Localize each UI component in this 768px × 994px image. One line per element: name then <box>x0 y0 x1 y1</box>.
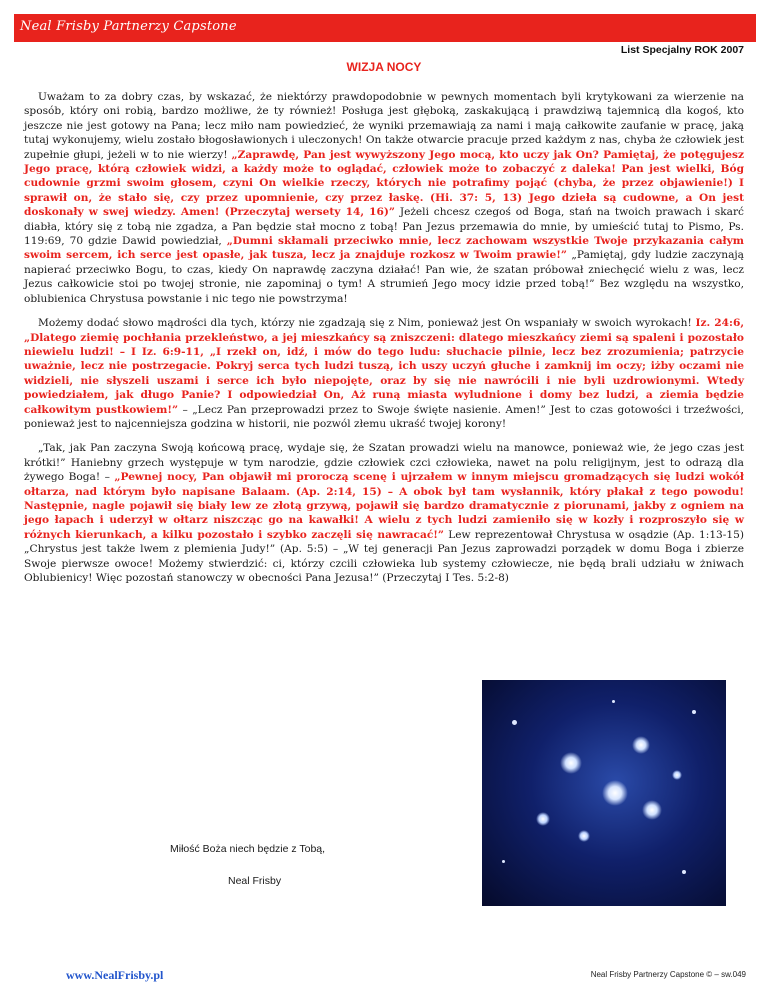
p1-scripture-job: „Zaprawdę, Pan jest wywyższony Jego mocą, kto uczy jak On? Pamiętaj, że potęgujesz Jego pracę, którą człowiek widzi, a każdy może to oglądać, człowiek może to zobaczyć z daleka! Pan jest wielki, Bóg cudownie grzmi swoim głosem, czyni On wielkie rzeczy, których nie potrafimy pojąć (chyba, że przez objawienie!) I sprawił on, że stało się, czy przez upomnienie, czy przez łaskę. (Hi. 37: 5, 13) Jego dzieła są cudowne, a On jest doskonały w swej wiedzy. Amen! (Przeczytaj wersety 14, 16)” <box>24 148 745 219</box>
p3-text-c: Lew reprezentował Chrystusa w osądzie (Ap. 1:13-15) „Chrystus jest także lwem z plemienia Judy!” (Ap. 5:5) – „W tej generacji Pan Jezus zaprowadzi porządek w domu Boga i zbierze Swoje pierwsze owoce! Możemy stwierdzić: ci, którzy czcili człowieka lub systemy człowiecze, nie będą brali udziału w żniwach Oblubienicy! Więc pozostań stanowczy w obecności Pana Jezusa!” (Przeczytaj I Tes. 5:2-8) <box>24 528 744 584</box>
star-cluster-photo <box>482 680 726 906</box>
star <box>560 752 582 774</box>
letter-label: List Specjalny ROK 2007 <box>620 44 744 56</box>
paragraph-1 <box>24 90 744 306</box>
star <box>682 870 686 874</box>
p2-text-a: Możemy dodać słowo mądrości dla tych, którzy nie zgadzają się z Nim, ponieważ jest On wspaniały w swoich wyrokach! <box>38 317 696 330</box>
closing-line: Miłość Boża niech będzie z Tobą, <box>170 843 326 855</box>
p1-text-e: „Pamiętaj, gdy ludzie zaczynają napierać przeciwko Bogu, to czas, kiedy On naprawdę zaczyna działać! Pan wie, że szatan próbował zniechęcić wielu z was, lecz Jezus całkowicie stoi po twojej stronie, nie zapominaj o tym! A strumień Jego mocy idzie przed tobą!” Bez względu na wszystko, oblubienica Chrystusa powstanie i nic tego nie powstrzyma! <box>24 249 744 305</box>
star <box>602 780 628 806</box>
star <box>512 720 517 725</box>
paragraph-2 <box>24 316 744 431</box>
p1-scripture-psalm: „Dumni skłamali przeciwko mnie, lecz zachowam wszystkie Twoje przykazania całym swoim sercem, ich serce jest opasłe, jak tusza, lecz ja znajduje rozkosz w Twoim prawie!” <box>24 235 744 262</box>
star <box>502 860 505 863</box>
paragraph-3 <box>24 441 744 585</box>
star <box>632 736 650 754</box>
letter-body <box>24 90 744 595</box>
signature-name: Neal Frisby <box>228 875 282 887</box>
star <box>536 812 550 826</box>
star <box>692 710 696 714</box>
header-banner <box>14 14 756 42</box>
star <box>612 700 615 703</box>
star <box>578 830 590 842</box>
page-title: WIZJA NOCY <box>346 60 422 74</box>
footer-url[interactable]: www.NealFrisby.pl <box>66 968 164 982</box>
banner-title: Neal Frisby Partnerzy Capstone <box>20 19 237 34</box>
p3-text-a: „Tak, jak Pan zaczyna Swoją końcową pracę, wydaje się, że Szatan prowadzi wielu na manowce, ponieważ wie, że jego czas jest krótki!” Haniebny grzech występuje w tym narodzie, gdzie człowiek czci człowieka, nawet na polu religijnym, jest to odrazą dla żywego Boga! – <box>24 442 744 484</box>
p3-vision: „Pewnej nocy, Pan objawił mi proroczą scenę i ujrzałem w innym miejscu gromadzących się ludzi wokół ołtarza, nad którym było napisane Balaam. (Ap. 2:14, 15) – A obok był tam wysłannik, który płakał z tego powodu! Następnie, nagle pojawił się biały lew ze złotą grzywą, pojawił się bardzo dramatycznie z piorunami, jakby z ogniem na jego łapach i uderzył w ołtarz niszcząc go na kawałki! A wielu z tych ludzi zamieniło się w kozły i rozproszyło się w różnych kierunkach, a kilku pozostało i szybko zaczęli się nawracać!” <box>24 471 744 541</box>
footer-copyright: Neal Frisby Partnerzy Capstone © – sw.049 <box>590 970 746 979</box>
p1-text-c: Jeżeli chcesz czegoś od Boga, stań na twoich prawach i skarć diabła, który się z tobą nie zgadza, a Pan będzie stał mocno z tobą! Pan Jezus przemawia do mnie, by umieścić tutaj to Pismo, Ps. 119:69, 70 gdzie Dawid powiedział, <box>24 206 744 248</box>
p1-text-a: Uważam to za dobry czas, by wskazać, że niektórzy prawdopodobnie w pewnych momentach byli krytykowani za wierzenie na sposób, który oni robią, bardzo możliwe, że ty również! Posługa jest głęboką, zaskakującą i prawdziwą tajemnicą dla kogoś, kto jeszcze nie jest gotowy na Pana; lecz miło nam powiedzieć, że wyniki przemawiają za nami i mają całkowite zaufanie w pracę, jaką tutaj wykonujemy, wielu zostało błogosławionych i uleczonych! On także otwarcie pracuje przed każdym z nas, chyba że człowiek jest zupełnie głupi, jeżeli w to nie wierzy! <box>24 91 744 161</box>
star <box>642 800 662 820</box>
p2-text-c: – „Lecz Pan przeprowadzi przez to Swoje święte nasienie. Amen!” Jest to czas gotowości i trzeźwości, ponieważ jest to najcenniejsza godzina w historii, nie pozwól złemu ukraść twojej korony! <box>24 403 744 430</box>
star <box>672 770 682 780</box>
p2-scripture-isaiah: Iz. 24:6, „Dlatego ziemię pochłania przekleństwo, a jej mieszkańcy są zniszczeni: dlatego mieszkańcy ziemi są spaleni i pozostało niewielu ludzi! – I Iz. 6:9-11, „I rzekł on, idź, i mów do tego ludu: słuchacie pilnie, lecz bez zrozumienia; patrzycie uważnie, lecz nie postrzegacie. Pokryj serca tych ludzi tuszą, ich uszy uczyń głuche i zamknij im oczy; iżby oczami nie widzieli, nie słyszeli uszami i serce ich było niepojęte, oraz by się nie nawrócili i nie byli uzdrowionymi. Wtedy powiedziałem, jak długo Panie? I odpowiedział On, Aż runą miasta wyludnione i domy bez ludzi, a ziemia będzie całkowitym pustkowiem!” <box>24 317 745 416</box>
